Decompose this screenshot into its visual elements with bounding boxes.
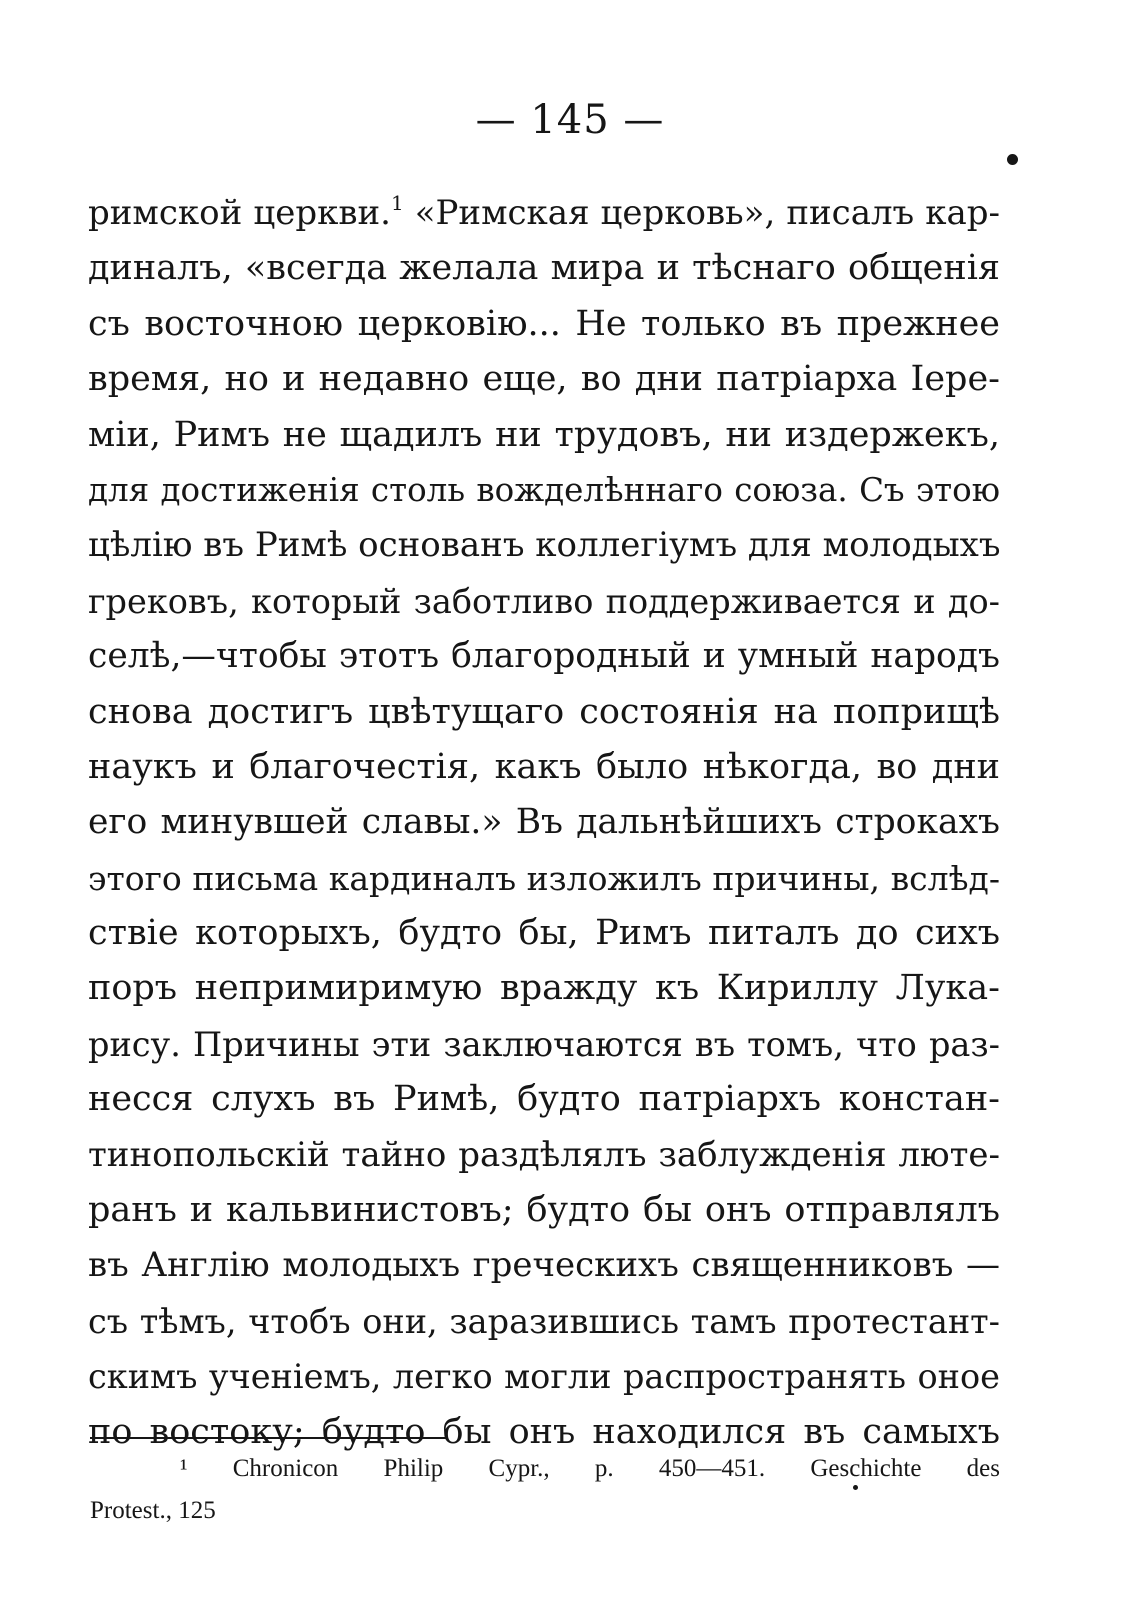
footnote-rule (90, 1437, 448, 1439)
text-line: ствіе которыхъ, будто бы, Римъ питалъ до сихъ (88, 913, 1000, 954)
text-line: его минувшей славы.» Въ дальнѣйшихъ строкахъ (88, 802, 1000, 843)
text-line: цѣлію въ Римѣ основанъ коллегіумъ для молодыхъ (88, 525, 1001, 566)
body-text (88, 186, 1000, 1460)
text-line: съ тѣмъ, чтобъ они, заразившись тамъ протестант- (88, 1301, 1000, 1341)
text-line: съ восточною церковію... Не только въ прежнее (88, 303, 1000, 344)
text-line: рису. Причины эти заключаются въ томъ, что раз- (88, 1024, 1000, 1064)
text-line: селѣ,—чтобы этотъ благородный и умный народъ (88, 636, 1000, 677)
text-line: скимъ ученіемъ, легко могли распространять оное (88, 1357, 1000, 1397)
text-line: грековъ, который заботливо поддерживается и до- (88, 581, 1000, 621)
text-line: снова достигъ цвѣтущаго состоянія на поприщѣ (88, 691, 1000, 732)
ink-speck (1007, 154, 1018, 165)
text-line: въ Англію молодыхъ греческихъ священниковъ — (88, 1245, 1000, 1286)
text-line: римской церкви.$^1$ «Римская церковь», писалъ кар- (88, 191, 1000, 233)
footnote-marker: ¹ (180, 1455, 188, 1482)
footnote-line (90, 1448, 1000, 1490)
text-line: міи, Римъ не щадилъ ни трудовъ, ни издержекъ, (88, 414, 1000, 455)
page-number: — 145 — (475, 97, 665, 143)
text-line: для достиженія столь вожделѣннаго союза. Съ этою (88, 470, 1000, 509)
text-line: время, но и недавно еще, во дни патріарха Іере- (88, 359, 1000, 400)
ink-speck (853, 1485, 858, 1490)
text-line: по востоку; будто бы онъ находился въ самыхъ (88, 1411, 1000, 1452)
text-line: поръ непримиримую вражду къ Кириллу Лука- (88, 968, 1000, 1009)
footnote-reference: 1 (390, 191, 404, 215)
footnote-line: Protest., 125 (90, 1497, 216, 1524)
text-line: этого письма кардиналъ изложилъ причины, вслѣд- (88, 858, 1000, 898)
text-line: ранъ и кальвинистовъ; будто бы онъ отправлялъ (88, 1190, 1000, 1231)
text-line: наукъ и благочестія, какъ было нѣкогда, во дни (88, 746, 1000, 787)
footnote (90, 1448, 1000, 1532)
text-line: несся слухъ въ Римѣ, будто патріархъ констан- (88, 1079, 1000, 1120)
text-line: тинопольскій тайно раздѣлялъ заблужденія люте- (88, 1134, 1000, 1175)
text-line: диналъ, «всегда желала мира и тѣснаго общенія (88, 248, 1000, 289)
footnote-text: Chronicon Philip Cypr., p. 450—451. Geschichte des (232, 1455, 1000, 1482)
